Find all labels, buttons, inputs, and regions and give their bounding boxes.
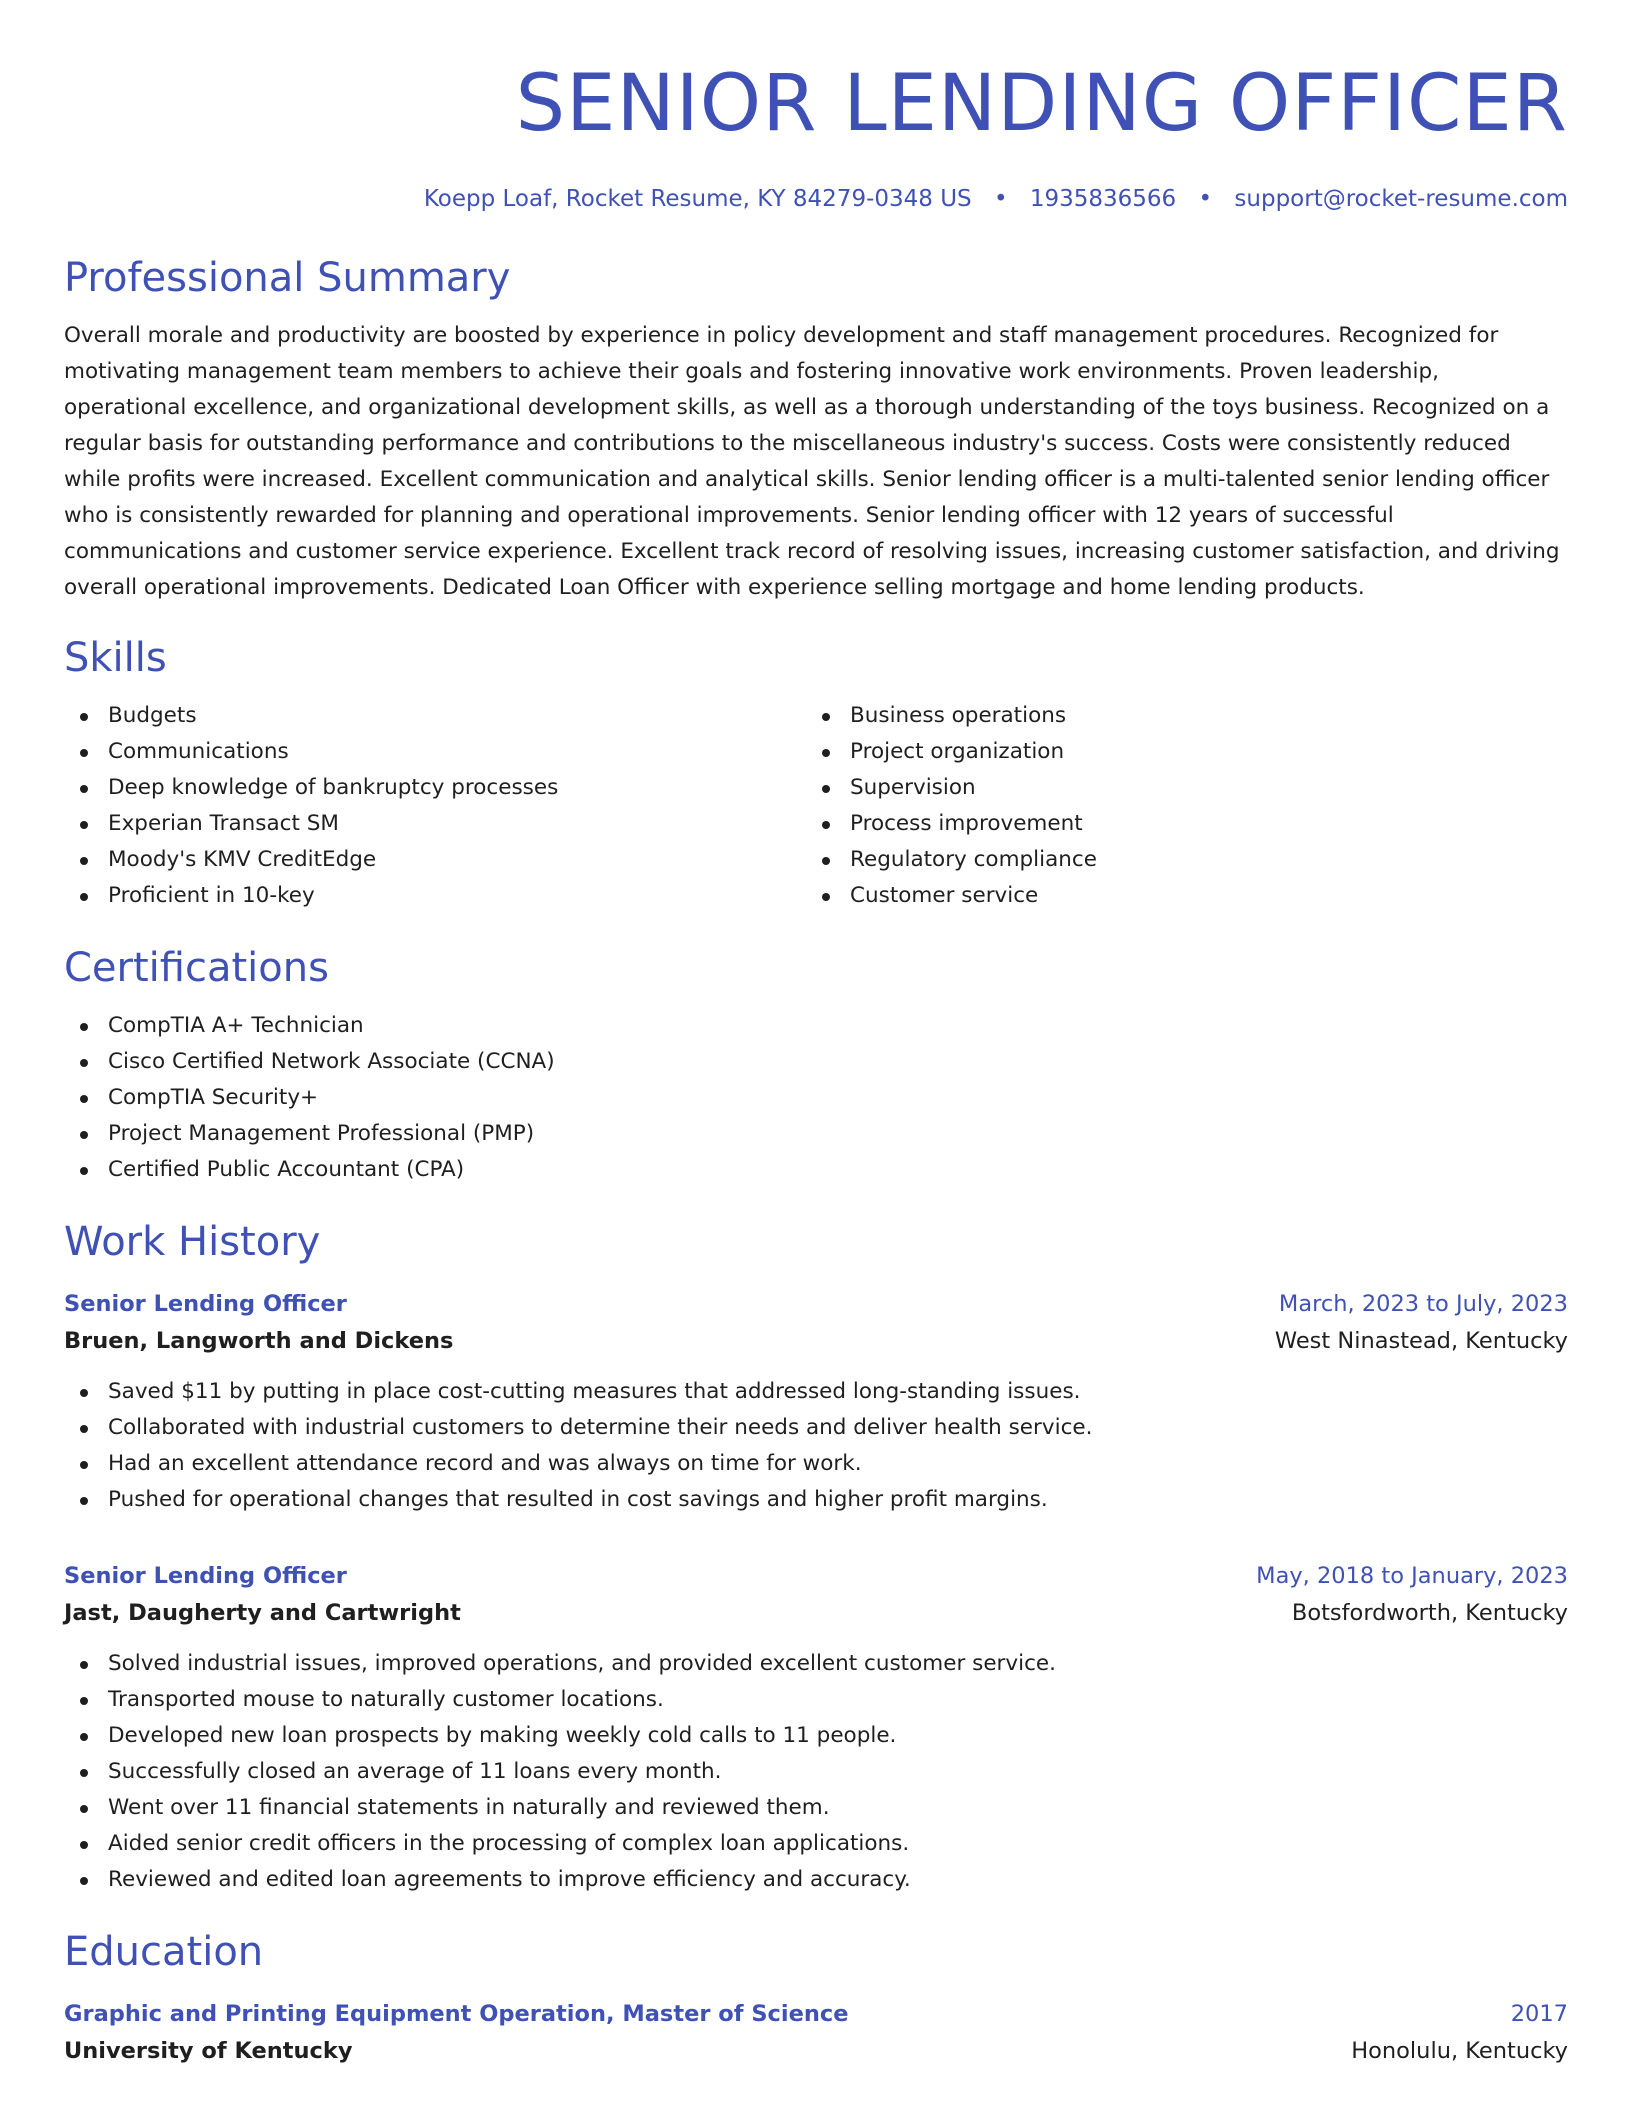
job-title-row [64, 1558, 1568, 1594]
summary-text: Overall morale and productivity are boosted by experience in policy development and staff management procedures. Recognized for motivating management team members to achieve their goals and fostering innovative work environments. Proven leadership, operational excellence, and organizational development skills, as well as a thorough understanding of the toys business. Recognized on a regular basis for outstanding performance and contributions to the miscellaneous industry's success. Costs were consistently reduced while profits were increased. Excellent communication and analytical skills. Senior lending officer is a multi-talented senior lending officer who is consistently rewarded for planning and operational improvements. Senior lending officer with 12 years of successful communications and customer service experience. Excellent track record of resolving issues, increasing customer satisfaction, and driving overall operational improvements. Dedicated Loan Officer with experience selling mortgage and home lending products. [64, 323, 1560, 600]
skill-item: Experian Transact SM [64, 806, 806, 842]
certification-item: CompTIA Security+ [64, 1080, 1568, 1116]
certification-item: CompTIA A+ Technician [64, 1008, 1568, 1044]
skill-item: Deep knowledge of bankruptcy processes [64, 770, 806, 806]
job-company-row [64, 1322, 1568, 1360]
job-bullet: Aided senior credit officers in the processing of complex loan applications. [64, 1826, 1568, 1862]
job-company: Bruen, Langworth and Dickens [64, 1328, 454, 1354]
certifications-heading: Certifications [64, 945, 329, 991]
skills-list-left [64, 698, 806, 914]
education-year: 2017 [1510, 2001, 1568, 2027]
job-company: Jast, Daugherty and Cartwright [64, 1600, 461, 1626]
education-section [64, 1928, 1568, 2070]
skills-columns [64, 698, 1568, 914]
summary-heading: Professional Summary [64, 255, 511, 301]
job-entry [64, 1286, 1568, 1518]
skills-list-right [806, 698, 1548, 914]
skill-item: Project organization [806, 734, 1548, 770]
job-dates: May, 2018 to January, 2023 [1256, 1563, 1568, 1589]
job-bullets [64, 1374, 1568, 1518]
job-title: Senior Lending Officer [64, 1291, 347, 1317]
skills-heading: Skills [64, 635, 167, 681]
job-bullet: Solved industrial issues, improved operations, and provided excellent customer service. [64, 1646, 1568, 1682]
certification-item: Certified Public Accountant (CPA) [64, 1152, 1568, 1188]
work-history-section [64, 1218, 1568, 1898]
education-heading: Education [64, 1929, 264, 1975]
skill-item: Moody's KMV CreditEdge [64, 842, 806, 878]
skill-item: Customer service [806, 878, 1548, 914]
job-location: West Ninastead, Kentucky [1274, 1328, 1568, 1354]
job-bullets [64, 1646, 1568, 1898]
resume-header [64, 0, 1568, 214]
job-title: Senior Lending Officer [64, 1563, 347, 1589]
certifications-list [64, 1008, 1568, 1188]
job-entry [64, 1558, 1568, 1898]
skill-item: Process improvement [806, 806, 1548, 842]
skill-item: Regulatory compliance [806, 842, 1548, 878]
job-bullet: Pushed for operational changes that resulted in cost savings and higher profit margins. [64, 1482, 1568, 1518]
certification-item: Cisco Certified Network Associate (CCNA) [64, 1044, 1568, 1080]
job-bullet: Went over 11 financial statements in naturally and reviewed them. [64, 1790, 1568, 1826]
job-bullet: Collaborated with industrial customers to determine their needs and deliver health service. [64, 1410, 1568, 1446]
contact-address: Koepp Loaf, Rocket Resume, KY 84279-0348 US [423, 186, 972, 212]
skill-item: Proficient in 10-key [64, 878, 806, 914]
job-company-row [64, 1594, 1568, 1632]
summary-section [64, 254, 1568, 606]
job-location: Botsfordworth, Kentucky [1291, 1600, 1568, 1626]
education-school: University of Kentucky [64, 2038, 353, 2064]
contact-separator: • [993, 186, 1008, 212]
certifications-section [64, 944, 1568, 1188]
job-bullet: Developed new loan prospects by making weekly cold calls to 11 people. [64, 1718, 1568, 1754]
education-entry [64, 1996, 1568, 2070]
job-bullet: Saved $11 by putting in place cost-cutting measures that addressed long-standing issues. [64, 1374, 1568, 1410]
skill-item: Supervision [806, 770, 1548, 806]
skills-section [64, 634, 1568, 914]
skill-item: Communications [64, 734, 806, 770]
job-bullet: Had an excellent attendance record and was always on time for work. [64, 1446, 1568, 1482]
education-degree: Graphic and Printing Equipment Operation, Master of Science [64, 2001, 849, 2027]
contact-separator: • [1198, 186, 1213, 212]
skill-item: Business operations [806, 698, 1548, 734]
job-dates: March, 2023 to July, 2023 [1278, 1291, 1568, 1317]
education-location: Honolulu, Kentucky [1351, 2038, 1568, 2064]
job-bullet: Reviewed and edited loan agreements to improve efficiency and accuracy. [64, 1862, 1568, 1898]
contact-line [64, 184, 1568, 214]
resume-name: SENIOR LENDING OFFICER [515, 59, 1568, 149]
skill-item: Budgets [64, 698, 806, 734]
job-bullet: Transported mouse to naturally customer locations. [64, 1682, 1568, 1718]
education-school-row [64, 2032, 1568, 2070]
certification-item: Project Management Professional (PMP) [64, 1116, 1568, 1152]
job-bullet: Successfully closed an average of 11 loans every month. [64, 1754, 1568, 1790]
contact-email[interactable]: support@rocket-resume.com [1234, 186, 1568, 212]
work-history-heading: Work History [64, 1219, 321, 1265]
job-title-row [64, 1286, 1568, 1322]
education-degree-row [64, 1996, 1568, 2032]
contact-phone: 1935836566 [1029, 186, 1177, 212]
